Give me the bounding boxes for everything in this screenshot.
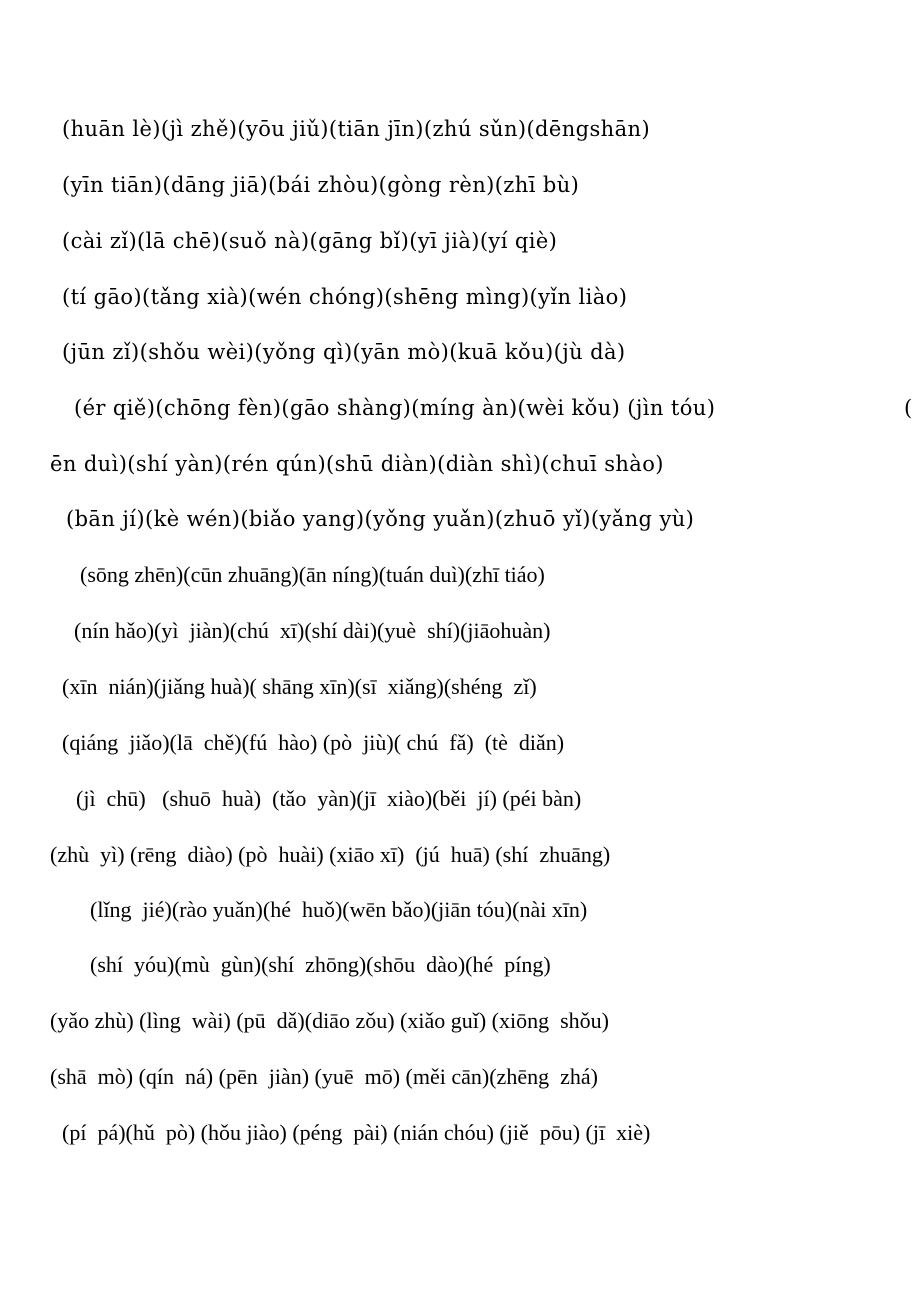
pinyin-line-2: (yīn tiān)(dāng jiā)(bái zhòu)(gòng rèn)(zhī bù) [62,173,580,197]
pinyin-line-8: (bān jí)(kè wén)(biǎo yang)(yǒng yuǎn)(zhuō yǐ)(yǎng yù) [66,507,695,531]
pinyin-line-18: (shā mò) (qín ná) (pēn jiàn) (yuē mō) (měi cān)(zhēng zhá) [50,1064,598,1089]
pinyin-line-10: (nín hǎo)(yì jiàn)(chú xī)(shí dài)(yuè shí)(jiāohuàn) [74,618,551,643]
pinyin-line-14: (zhù yì) (rēng diào) (pò huài) (xiāo xī) (jú huā) (shí zhuāng) [50,842,611,867]
pinyin-line-5: (jūn zǐ)(shǒu wèi)(yǒng qì)(yān mò)(kuā kǒu)(jù dà) [62,340,626,364]
pinyin-line-4: (tí gāo)(tǎng xià)(wén chóng)(shēng mìng)(yǐn liào) [62,285,628,309]
pinyin-line-15: (lǐng jié)(rào yuǎn)(hé huǒ)(wēn bǎo)(jiān tóu)(nài xīn) [90,897,588,922]
pinyin-line-7: ēn duì)(shí yàn)(rén qún)(shū diàn)(diàn shì)(chuī shào) [50,452,664,476]
pinyin-line-16: (shí yóu)(mù gùn)(shí zhōng)(shōu dào)(hé píng) [90,952,551,977]
cut-off-parenthesis: ( [904,396,913,420]
pinyin-line-1: (huān lè)(jì zhě)(yōu jiǔ)(tiān jīn)(zhú sǔn)(dēngshān) [62,117,651,141]
pinyin-line-9: (sōng zhēn)(cūn zhuāng)(ān níng)(tuán duì)(zhī tiáo) [80,562,545,587]
pinyin-line-19: (pí pá)(hǔ pò) (hǒu jiào) (péng pài) (nián chóu) (jiě pōu) (jī xiè) [62,1120,651,1145]
pinyin-line-3: (cài zǐ)(lā chē)(suǒ nà)(gāng bǐ)(yī jià)(yí qiè) [62,229,558,253]
pinyin-line-11: (xīn nián)(jiǎng huà)( shāng xīn)(sī xiǎng)(shéng zǐ) [62,674,537,699]
pinyin-line-17: (yǎo zhù) (lìng wài) (pū dǎ)(diāo zǒu) (xiǎo guǐ) (xiōng shǒu) [50,1008,610,1033]
pinyin-line-6: (ér qiě)(chōng fèn)(gāo shàng)(míng àn)(wèi kǒu) (jìn tóu) [74,396,716,420]
pinyin-line-13: (jì chū) (shuō huà) (tǎo yàn)(jī xiào)(běi jí) (péi bàn) [76,786,582,811]
pinyin-line-12: (qiáng jiǎo)(lā chě)(fú hào) (pò jiù)( chú fǎ) (tè diǎn) [62,730,565,755]
